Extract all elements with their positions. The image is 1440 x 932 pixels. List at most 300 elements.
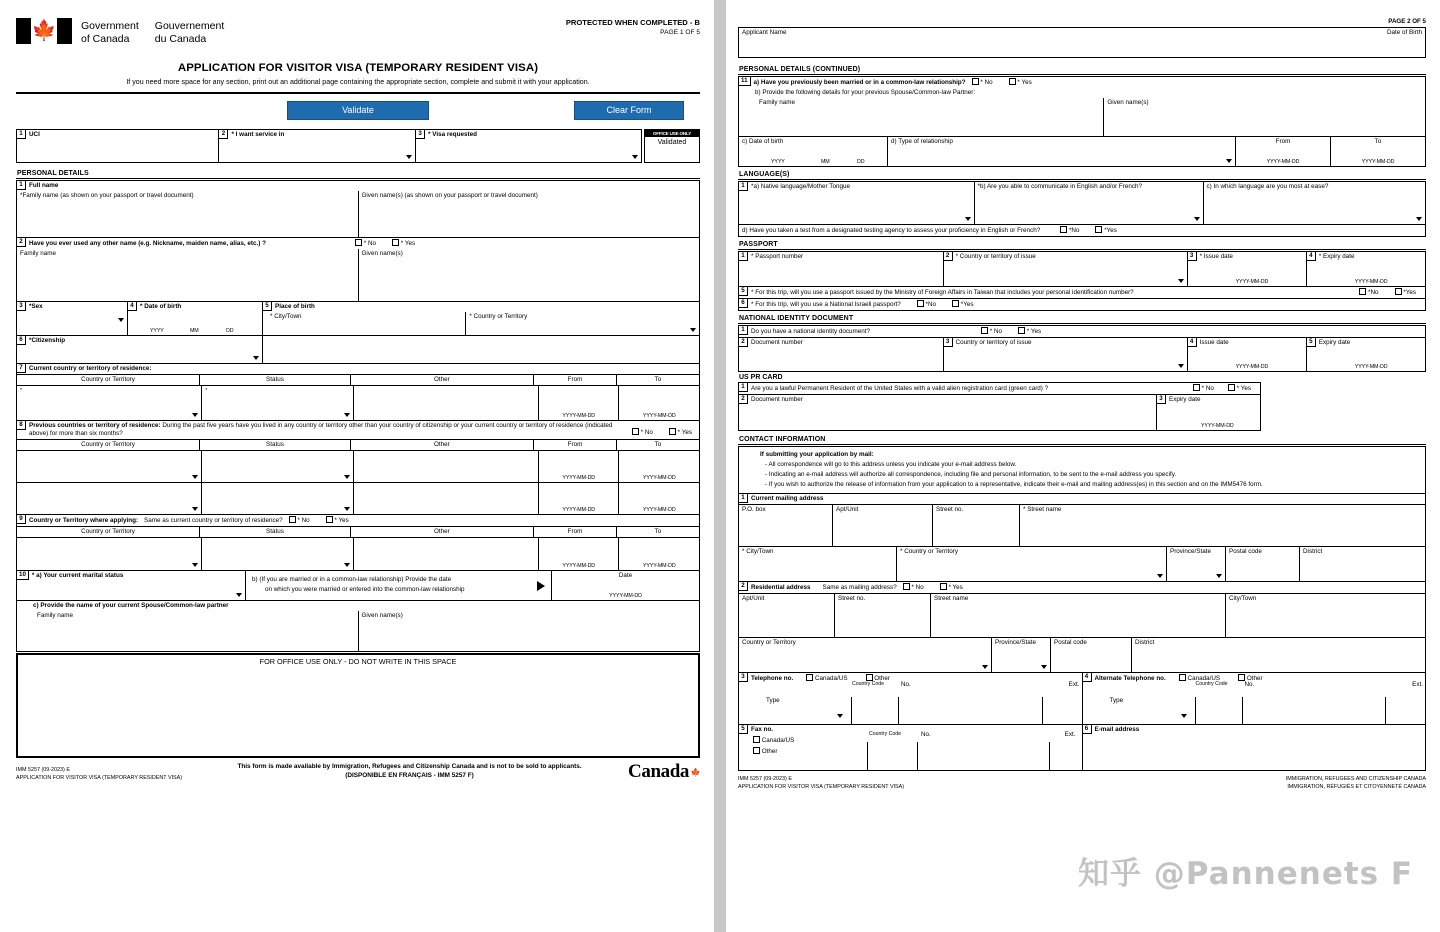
canada-us-label: Canada/US	[1187, 675, 1221, 682]
checkbox-yes[interactable]	[1228, 384, 1235, 391]
residential-row-1	[739, 593, 1425, 637]
telephone-type-field[interactable]	[739, 684, 851, 724]
prev-country-cell[interactable]	[17, 483, 201, 514]
mailing-postal-field[interactable]	[1225, 547, 1299, 581]
us-pr-yes-option[interactable]	[1225, 383, 1254, 394]
no-label: *No	[1368, 289, 1379, 296]
yes-label: * Yes	[1236, 385, 1251, 392]
previous-residence-yes-option[interactable]	[666, 421, 695, 439]
mailing-address-row-2	[739, 546, 1425, 581]
sex-label: *Sex	[29, 303, 43, 310]
col-from: From	[533, 527, 616, 537]
checkbox-canada-us[interactable]	[753, 736, 760, 743]
question-8-previous-residence	[16, 421, 700, 515]
prev-from-cell[interactable]	[538, 483, 619, 514]
res-apt-field[interactable]	[739, 594, 834, 637]
field-number: 1	[739, 326, 748, 335]
no-label: No.	[1244, 681, 1255, 688]
chevron-down-icon[interactable]	[192, 413, 198, 417]
prev-status-cell[interactable]	[201, 451, 352, 482]
field-number: 1	[739, 383, 748, 392]
prev-spouse-details-label: b) Provide the following details for your previous Spouse/Common-law Partner:	[755, 89, 976, 96]
canada-wordmark: Canada 🍁	[628, 761, 700, 782]
date-hint: YYYY-MM-DD	[562, 413, 596, 419]
national-id-expiry-field[interactable]	[1306, 338, 1425, 371]
res-street-name-field[interactable]	[930, 594, 1225, 637]
chevron-down-icon[interactable]	[632, 155, 638, 159]
us-pr-no-option[interactable]	[1190, 383, 1217, 394]
chevron-down-icon[interactable]	[1178, 364, 1184, 368]
israeli-no-option[interactable]	[914, 299, 939, 310]
residential-title-row	[739, 581, 1425, 593]
no-label: *No	[1068, 227, 1080, 234]
footer-notice-2: (DISPONIBLE EN FRANÇAIS - IMM 5257 F)	[345, 772, 474, 779]
field-number: 5	[739, 287, 748, 296]
language-test-yes-option[interactable]	[1092, 225, 1119, 236]
date-label: Date	[618, 572, 633, 579]
field-number: 3	[739, 673, 748, 682]
clear-form-button[interactable]: Clear Form	[574, 101, 684, 120]
alt-telephone-label: Alternate Telephone no.	[1094, 674, 1166, 682]
res-postal-field[interactable]	[1050, 638, 1131, 672]
date-hint: YYYY-MM-DD	[562, 475, 596, 481]
field-number: 3	[416, 130, 425, 139]
district-label: District	[1135, 639, 1155, 646]
telephone-ext-field[interactable]	[1042, 681, 1082, 724]
chevron-down-icon[interactable]	[253, 356, 259, 360]
office-use-title: OFFICE USE ONLY	[645, 130, 699, 137]
residence-status-cell[interactable]: *	[201, 386, 352, 420]
prev-status-cell[interactable]	[201, 483, 352, 514]
checkbox-no[interactable]	[1060, 226, 1067, 233]
date-hint: YYYY-MM-DD	[642, 413, 676, 419]
applicant-name-field[interactable]: Applicant Name	[742, 29, 787, 36]
country-applying-text: Same as current country or territory of residence?	[144, 516, 283, 524]
taiwan-yes-option[interactable]	[1392, 287, 1419, 298]
date-hint: YYYY-MM-DD	[642, 563, 676, 569]
col-from: From	[533, 440, 616, 450]
checkbox-no[interactable]	[1359, 288, 1366, 295]
fax-divider-2	[917, 742, 918, 770]
prev-spouse-dob-field[interactable]	[739, 137, 887, 166]
checkbox-canada-us[interactable]	[1179, 674, 1186, 681]
res-street-no-field[interactable]	[834, 594, 930, 637]
previous-residence-row	[17, 482, 699, 514]
form-actions	[16, 101, 700, 120]
field-number: 3	[1157, 395, 1166, 404]
section-contact-information: CONTACT INFORMATION	[738, 434, 1426, 445]
gov-fr-line2: du Canada	[154, 32, 207, 45]
chevron-down-icon[interactable]	[192, 475, 198, 479]
date-hint: YYYY-MM-DD	[642, 475, 676, 481]
citizenship-field[interactable]	[17, 336, 262, 363]
chevron-down-icon[interactable]	[1178, 279, 1184, 283]
postal-label: Postal code	[1229, 548, 1262, 555]
no-label: * No	[1201, 385, 1214, 392]
chevron-down-icon[interactable]	[344, 475, 350, 479]
applying-to-cell[interactable]	[618, 538, 699, 570]
dob-yyyy-hint: YYYY	[771, 159, 785, 165]
chevron-down-icon[interactable]	[837, 714, 843, 718]
other-name-yes-option[interactable]	[389, 238, 418, 249]
chevron-down-icon[interactable]	[236, 593, 242, 597]
residence-from-cell[interactable]	[538, 386, 619, 420]
communicate-language-field[interactable]	[974, 182, 1203, 224]
national-id-country-field[interactable]	[943, 338, 1187, 371]
visa-requested-label: * Visa requested	[428, 131, 477, 138]
passport-number-label: * Passport number	[751, 253, 804, 260]
chevron-down-icon[interactable]	[1041, 665, 1047, 669]
form-code: IMM 5257 (09-2023) E	[16, 767, 70, 773]
chevron-down-icon[interactable]	[1416, 217, 1422, 221]
spouse-family-label: Family name	[37, 612, 74, 619]
prev-marriage-yes-option[interactable]	[1006, 77, 1035, 88]
field-number: 1	[17, 130, 26, 139]
checkbox-other[interactable]	[753, 747, 760, 754]
government-wordmark	[81, 18, 224, 45]
passport-expiry-date-field[interactable]	[1306, 252, 1425, 286]
chevron-down-icon[interactable]	[1181, 714, 1187, 718]
country-code-label: Country Code	[852, 681, 885, 687]
yes-label: *Yes	[1104, 227, 1117, 234]
res-city-field[interactable]	[1225, 594, 1425, 637]
other-label: Other	[874, 675, 891, 682]
alt-telephone-number-field[interactable]	[1242, 681, 1386, 724]
chevron-down-icon[interactable]	[192, 563, 198, 567]
field-number: 4	[1083, 673, 1092, 682]
spouse-family-name-field[interactable]	[17, 611, 358, 651]
date-hint: YYYY-MM-DD	[1235, 364, 1269, 370]
apt-unit-field[interactable]	[832, 505, 932, 546]
field-number: 8	[17, 421, 26, 430]
question-6-citizenship	[16, 336, 700, 364]
chevron-down-icon[interactable]	[1216, 574, 1222, 578]
checkbox-yes[interactable]	[1395, 288, 1402, 295]
prev-to-cell[interactable]	[618, 483, 699, 514]
language-test-no-option[interactable]	[1057, 225, 1082, 236]
res-province-field[interactable]	[991, 638, 1050, 672]
taiwan-passport-label: * For this trip, will you use a passport issued by the Ministry of Foreign Affairs in Taiwan that includes your personal identification number?	[751, 288, 1134, 296]
date-hint: YYYY-MM-DD	[562, 563, 596, 569]
street-no-label: Street no.	[838, 595, 866, 602]
field-number: 11	[739, 77, 751, 86]
checkbox-yes[interactable]	[669, 428, 676, 435]
fax-no-label: No.	[921, 731, 931, 738]
uci-field[interactable]	[17, 130, 218, 162]
alt-telephone-block	[1082, 673, 1426, 724]
date-hint: YYYY-MM-DD	[1235, 279, 1269, 285]
res-country-field[interactable]	[739, 638, 991, 672]
chevron-down-icon[interactable]	[1226, 159, 1232, 163]
given-name-field[interactable]	[358, 191, 700, 237]
chevron-down-icon[interactable]	[690, 328, 696, 332]
passport-issue-label: * Issue date	[1199, 253, 1233, 260]
family-name-field[interactable]	[17, 191, 358, 237]
other-label: Other	[1246, 675, 1263, 682]
native-language-field[interactable]	[739, 182, 974, 224]
validated-status: Validated	[657, 139, 687, 146]
city-label: * City/Town	[742, 548, 774, 555]
checkbox-other[interactable]	[1238, 674, 1245, 681]
question-5-place-of-birth	[262, 302, 699, 335]
po-box-field[interactable]	[739, 505, 832, 546]
prev-marriage-no-option[interactable]	[969, 77, 996, 88]
telephone-row	[739, 672, 1425, 724]
field-number: 3	[1188, 252, 1197, 261]
marriage-date-question	[245, 571, 551, 600]
street-name-label: * Street name	[1023, 506, 1062, 513]
no-label: * No	[980, 79, 993, 86]
national-id-no-option[interactable]	[978, 326, 1005, 337]
applying-other-cell[interactable]	[353, 538, 538, 570]
page-2	[726, 0, 1440, 932]
residential-no-option[interactable]	[900, 582, 927, 593]
mail-bullet-2: - Indicating an e-mail address will authorize all correspondence, including file and personal information, to be sent to the e-mail address you specify.	[765, 471, 1177, 478]
col-other: Other	[350, 440, 533, 450]
prev-spouse-dob-label: c) Date of birth	[742, 138, 784, 145]
marital-status-field[interactable]	[17, 571, 245, 600]
col-country: Country or Territory	[81, 528, 135, 535]
chevron-down-icon[interactable]	[982, 665, 988, 669]
prev-to-cell[interactable]	[618, 451, 699, 482]
checkbox-canada-us[interactable]	[806, 674, 813, 681]
country-applying-no-option[interactable]	[286, 515, 313, 526]
chevron-down-icon[interactable]	[965, 217, 971, 221]
spouse-name-section	[17, 600, 699, 651]
mailing-address-title: Current mailing address	[751, 495, 824, 502]
mailing-country-field[interactable]	[896, 547, 1166, 581]
citizenship-label: *Citizenship	[29, 337, 66, 344]
alt-telephone-country-code-field[interactable]	[1195, 681, 1242, 724]
gov-en-line1: Government	[81, 20, 139, 32]
previous-marriage-question: a) Have you previously been married or in a common-law relationship?	[753, 78, 966, 86]
checkbox-yes[interactable]	[392, 239, 399, 246]
mail-bullet-3: - If you wish to authorize the release of information from your application to a representative, indicate their e-mail and mailing address(es) in this section and on the IMM5476 form.	[765, 481, 1263, 488]
street-no-field[interactable]	[932, 505, 1019, 546]
us-pr-document-number-field[interactable]	[739, 395, 1156, 430]
chevron-down-icon[interactable]	[344, 563, 350, 567]
col-status: Status	[199, 527, 350, 537]
passport-country-field[interactable]	[943, 252, 1187, 286]
chevron-down-icon[interactable]	[118, 318, 124, 322]
top-fields-box	[16, 129, 642, 163]
residence-other-cell[interactable]	[353, 386, 538, 420]
form-code: IMM 5257 (09-2023) E	[738, 776, 792, 782]
spouse-given-label: Given name(s)	[361, 612, 403, 619]
relationship-to-field[interactable]	[1330, 137, 1425, 166]
marriage-date-field[interactable]	[551, 571, 699, 600]
us-pr-doc-label: Document number	[751, 396, 803, 403]
alt-telephone-ext-field[interactable]	[1385, 681, 1425, 724]
mailing-district-field[interactable]	[1299, 547, 1425, 581]
checkbox-no[interactable]	[972, 78, 979, 85]
field-number: 5	[739, 725, 748, 734]
email-block[interactable]	[1082, 725, 1426, 770]
taiwan-no-option[interactable]	[1356, 287, 1381, 298]
alt-telephone-type-field[interactable]	[1083, 684, 1195, 724]
col-to: To	[616, 527, 699, 537]
birth-country-label: * Country or Territory	[469, 313, 528, 320]
field-number: 6	[1083, 725, 1092, 734]
fax-divider-1	[867, 742, 868, 770]
from-label: From	[1275, 138, 1291, 145]
field-number: 4	[1188, 338, 1197, 347]
col-status: Status	[199, 440, 350, 450]
dob-label: * Date of birth	[140, 303, 182, 310]
email-label: E-mail address	[1094, 726, 1140, 733]
question-3-sex[interactable]	[17, 302, 127, 335]
prev-spouse-family-label: Family name	[759, 99, 796, 106]
checkbox-no[interactable]	[632, 428, 639, 435]
telephone-label: Telephone no.	[751, 674, 794, 682]
mailing-province-field[interactable]	[1166, 547, 1225, 581]
date-hint: YYYY-MM-DD	[642, 507, 676, 513]
res-district-field[interactable]	[1131, 638, 1425, 672]
field-number: 10	[17, 571, 29, 580]
page-number-2: PAGE 2 OF 5	[1388, 18, 1426, 25]
po-box-label: P.O. box	[742, 506, 766, 513]
chevron-down-icon[interactable]	[406, 155, 412, 159]
checkbox-yes[interactable]	[1018, 327, 1025, 334]
section-us-pr-card: US PR CARD	[739, 374, 783, 381]
fax-other-option[interactable]	[739, 746, 1082, 757]
checkbox-yes[interactable]	[940, 583, 947, 590]
full-name-title: Full name	[29, 182, 59, 189]
fax-canada-us-option[interactable]	[739, 735, 1082, 746]
dob-dd-hint: DD	[857, 159, 865, 165]
israeli-yes-option[interactable]	[949, 299, 976, 310]
other-name-question: Have you ever used any other name (e.g. Nickname, maiden name, alias, etc.) ?	[29, 239, 266, 247]
mailing-address-title-row	[739, 493, 1425, 504]
field-number: 5	[1307, 338, 1316, 347]
date-hint: YYYY-MM-DD	[1354, 279, 1388, 285]
field-number: 2	[17, 238, 26, 247]
checkbox-yes[interactable]	[1095, 226, 1102, 233]
applying-country-cell[interactable]	[17, 538, 201, 570]
no-label: * No	[989, 328, 1002, 335]
applying-table-header	[17, 526, 699, 537]
passport-issue-date-field[interactable]	[1187, 252, 1306, 286]
validate-button[interactable]: Validate	[287, 101, 429, 120]
question-9-country-applying	[16, 515, 700, 571]
watermark: 知乎 @Pannenets F	[1078, 856, 1414, 892]
us-pr-expiry-field[interactable]	[1156, 395, 1260, 430]
chevron-down-icon[interactable]	[192, 507, 198, 511]
checkbox-no[interactable]	[355, 239, 362, 246]
passport-number-field[interactable]	[739, 252, 943, 286]
checkbox-no[interactable]	[903, 583, 910, 590]
checkbox-yes[interactable]	[1009, 78, 1016, 85]
field-number: 2	[739, 338, 748, 347]
chevron-down-icon[interactable]	[344, 413, 350, 417]
prev-spouse-given-field[interactable]	[1103, 98, 1425, 136]
street-name-field[interactable]	[1019, 505, 1425, 546]
footer-notice-1: This form is made available by Immigration, Refugees and Citizenship Canada and is not to be sold to applicants.	[237, 763, 582, 770]
gov-fr-line1: Gouvernement	[154, 20, 225, 32]
communicate-label: *b) Are you able to communicate in English and/or French?	[977, 183, 1143, 190]
field-number: 4	[1307, 252, 1316, 261]
birth-city-field[interactable]	[263, 312, 465, 335]
other-family-name-field[interactable]	[17, 249, 358, 301]
footer-left	[16, 767, 191, 782]
telephone-canada-us-option[interactable]	[803, 673, 850, 684]
other-given-name-field[interactable]	[358, 249, 700, 301]
residence-to-cell[interactable]	[618, 386, 699, 420]
street-no-label: Street no.	[936, 506, 964, 513]
visa-requested-field[interactable]	[415, 130, 641, 162]
telephone-number-field[interactable]	[898, 681, 1042, 724]
date-hint: YYYY-MM-DD	[1201, 423, 1234, 429]
no-label: * No	[911, 584, 924, 591]
taiwan-passport-row	[739, 286, 1425, 298]
passport-country-label: * Country or territory of issue	[955, 253, 1036, 260]
checkbox-yes[interactable]	[326, 516, 333, 523]
residence-country-cell[interactable]: *	[17, 386, 201, 420]
applicant-dob-field[interactable]: Date of Birth	[1387, 29, 1422, 36]
prev-other-cell[interactable]	[353, 451, 538, 482]
telephone-country-code-field[interactable]	[851, 681, 898, 724]
field-number: 2	[219, 130, 228, 139]
col-from: From	[533, 375, 616, 385]
footer-center	[191, 762, 628, 780]
spouse-given-name-field[interactable]	[358, 611, 700, 651]
to-label: To	[1374, 138, 1382, 145]
country-applying-yes-option[interactable]	[323, 515, 352, 526]
checkbox-yes[interactable]	[952, 300, 959, 307]
office-use-only-block	[16, 653, 700, 758]
question-1-full-name	[16, 180, 700, 238]
title-divider	[16, 92, 700, 94]
relationship-from-field[interactable]	[1235, 137, 1330, 166]
question-4-date-of-birth[interactable]	[127, 302, 262, 335]
applicant-header-bar	[738, 27, 1426, 58]
field-number: 1	[739, 252, 748, 261]
gov-en-line2: of Canada	[81, 32, 130, 45]
previous-residence-no-option[interactable]	[629, 421, 656, 439]
birth-country-field[interactable]	[465, 312, 699, 335]
national-id-issue-field[interactable]	[1187, 338, 1306, 371]
yes-label: * Yes	[400, 240, 416, 247]
us-pr-question-row	[739, 383, 1260, 394]
languages-block	[738, 181, 1426, 237]
prev-from-cell[interactable]	[538, 451, 619, 482]
relationship-type-field[interactable]	[887, 137, 1235, 166]
checkbox-other[interactable]	[866, 674, 873, 681]
chevron-down-icon[interactable]	[344, 507, 350, 511]
national-id-number-field[interactable]	[739, 338, 943, 371]
questions-3-5-row	[16, 302, 700, 336]
chevron-down-icon[interactable]	[1194, 217, 1200, 221]
checkbox-no[interactable]	[917, 300, 924, 307]
other-name-no-option[interactable]	[352, 238, 379, 249]
prev-country-cell[interactable]	[17, 451, 201, 482]
checkbox-no[interactable]	[289, 516, 296, 523]
applying-from-cell[interactable]	[538, 538, 619, 570]
national-id-yes-option[interactable]	[1015, 326, 1044, 337]
service-language-field[interactable]	[218, 130, 415, 162]
applying-status-cell[interactable]	[201, 538, 352, 570]
us-pr-label: Are you a lawful Permanent Resident of the United States with a valid alien registration card (green card) ?	[751, 384, 1049, 392]
prev-spouse-family-field[interactable]	[739, 98, 1103, 136]
checkbox-no[interactable]	[981, 327, 988, 334]
checkbox-no[interactable]	[1193, 384, 1200, 391]
prev-other-cell[interactable]	[353, 483, 538, 514]
residential-yes-option[interactable]	[937, 582, 966, 593]
mailing-city-field[interactable]	[739, 547, 896, 581]
dob-dd-hint: DD	[226, 328, 234, 334]
chevron-down-icon[interactable]	[1157, 574, 1163, 578]
most-at-ease-field[interactable]	[1203, 182, 1425, 224]
